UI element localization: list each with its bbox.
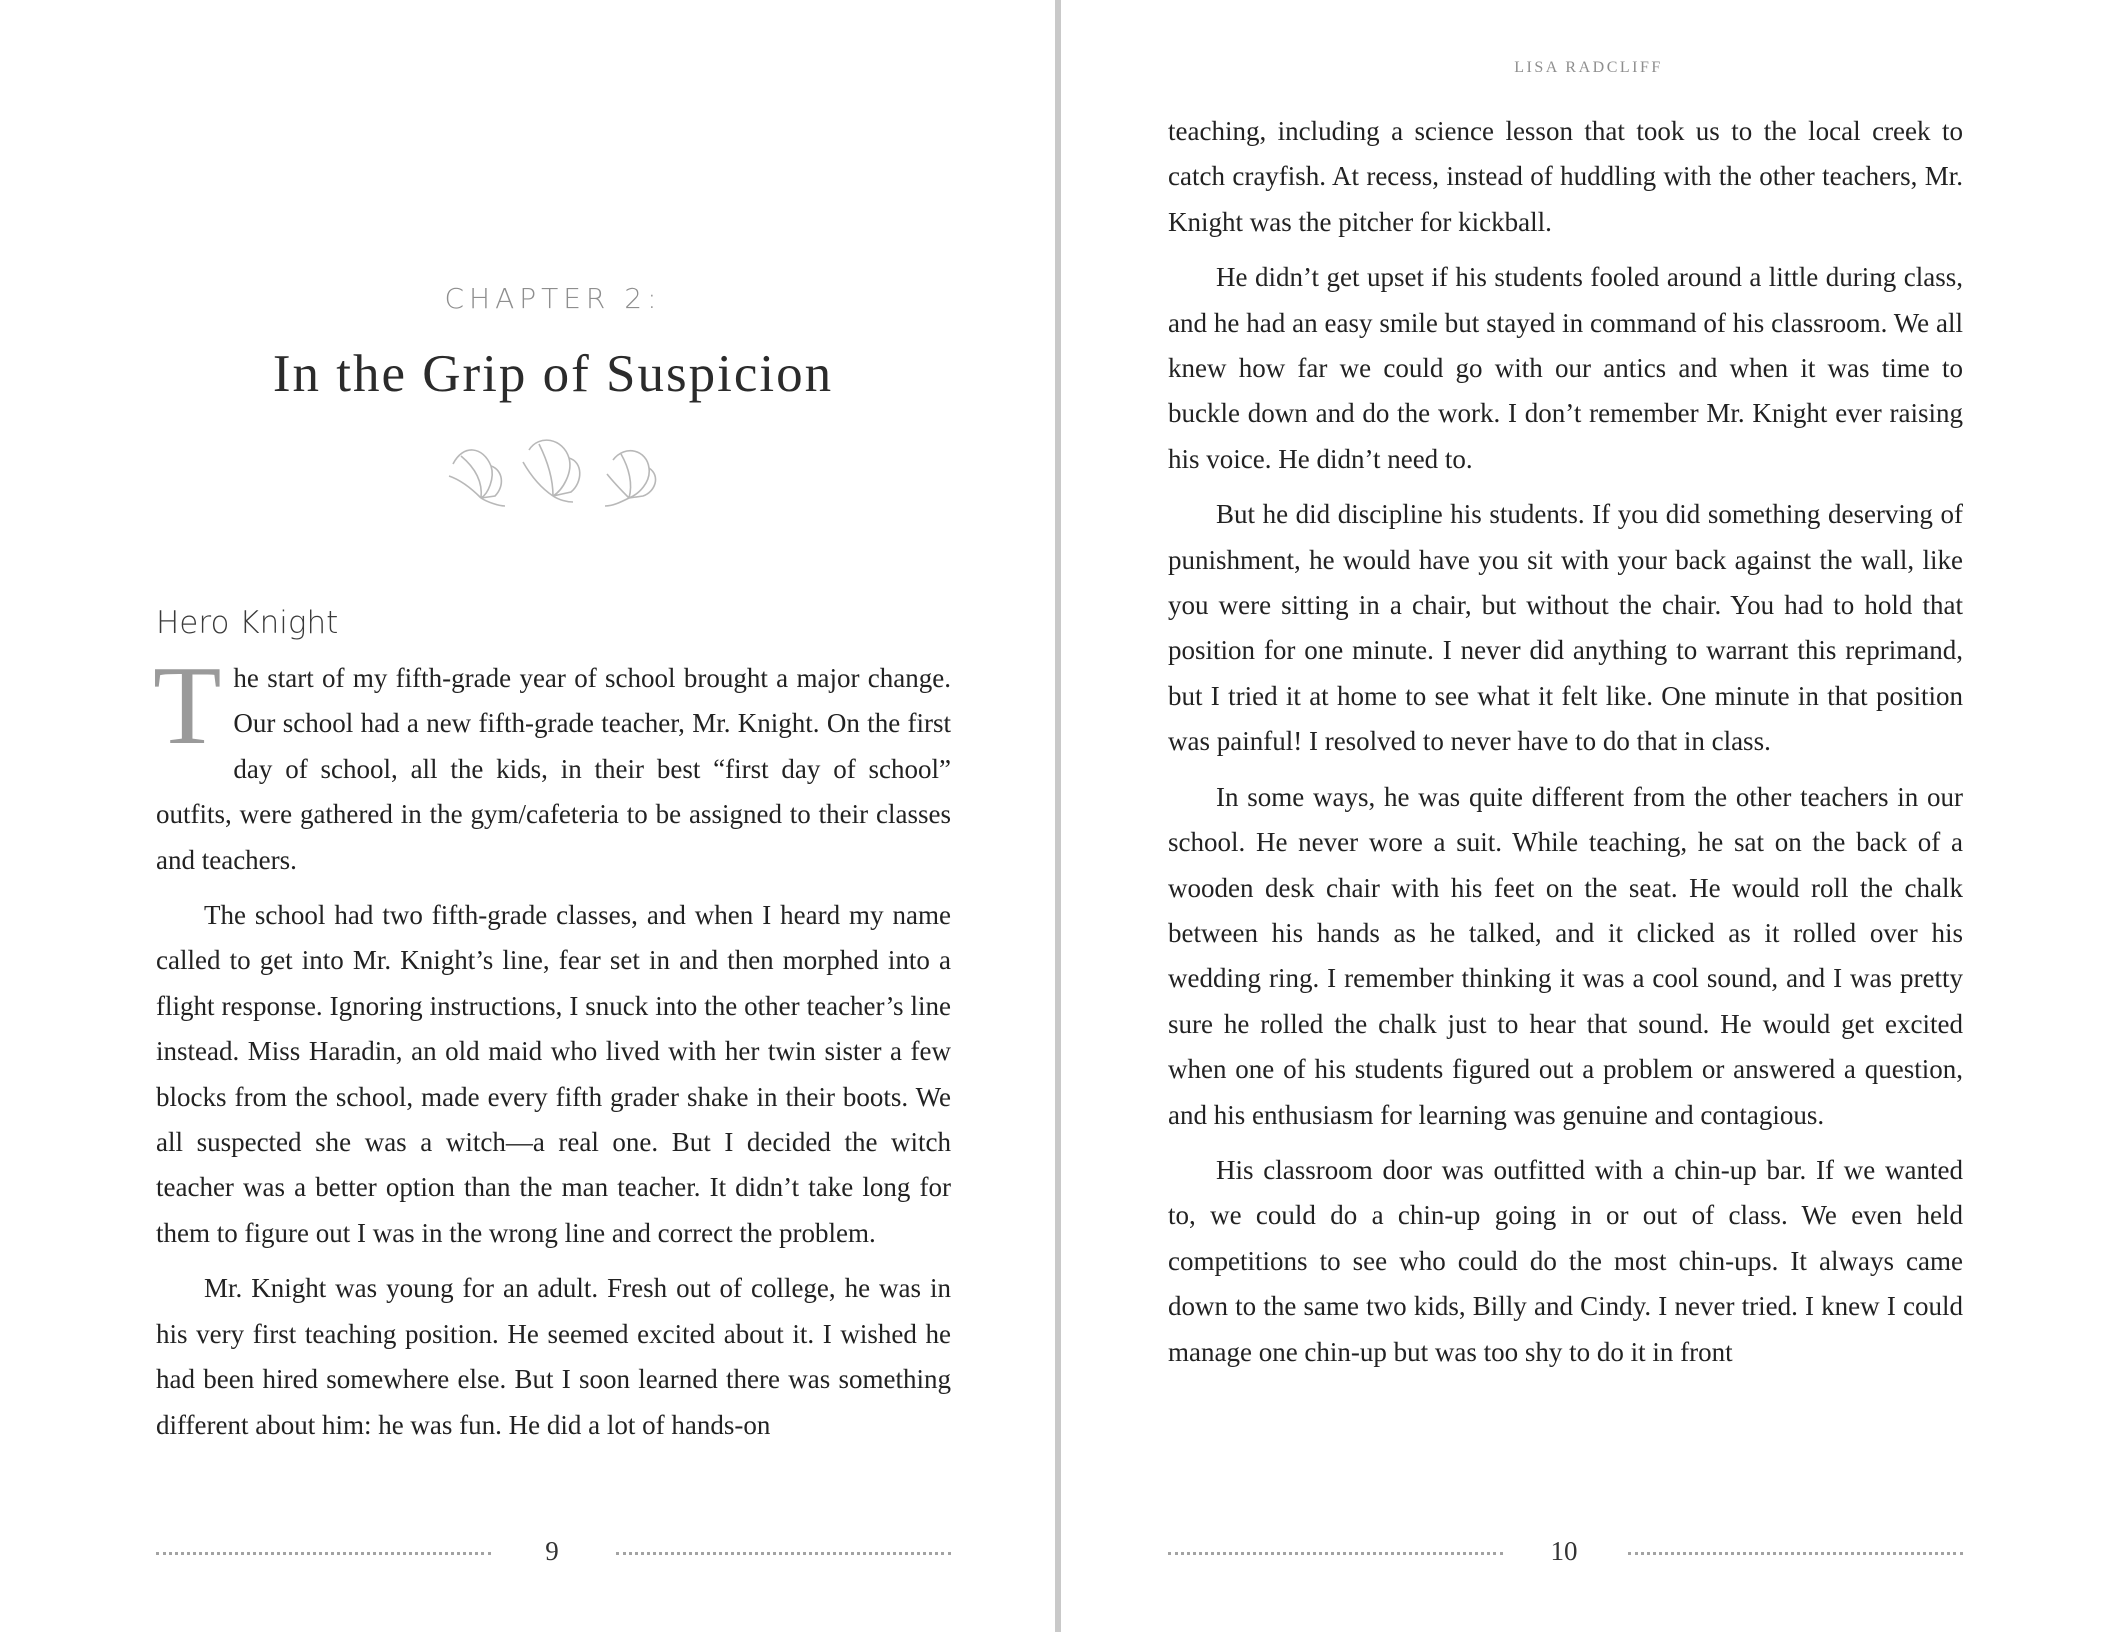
right-paragraph-4: In some ways, he was quite different from the other teachers in our school. He never wore a suit. While teaching, he sat on the back of a wooden desk chair with his feet on the seat. He would roll the chalk between his hands as he talked, and it clicked as it rolled over his wedding ring. I remember thinking it was a cool sound, and I was pretty sure he rolled the chalk just to hear that sound. He would get excited when one of his students figured out a problem or answered a question, and his enthusiasm for learning was genuine and contagious.	[1168, 781, 1963, 1130]
chapter-label: CHAPTER 2:	[444, 282, 662, 315]
left-paragraph-2: The school had two fifth-grade classes, and when I heard my name called to get into Mr. Knight’s line, fear set in and then morphed into a flight response. Ignoring instructions, I snuck into the other teacher’s line instead. Miss Haradin, an old maid who lived with her twin sister a few blocks from the school, made every fifth grader shake in their boots. We all suspected she was a witch—a real one. But I decided the witch teacher was a better option than the man teacher. It didn’t take long for them to figure out I was in the wrong line and correct the problem.	[156, 900, 951, 1248]
chapter-title: In the Grip of Suspicion	[272, 345, 834, 403]
book-gutter	[1055, 0, 1061, 1632]
right-folio	[0, 1536, 2116, 1572]
right-page-number: 10	[1550, 1536, 1578, 1566]
right-paragraph-5: His classroom door was outfitted with a chin-up bar. If we wanted to, we could do a chin-up going in or out of class. We even held competitions to see who could do the most chin-ups. It always came down to the same two kids, Billy and Cindy. I never tried. I knew I could manage one chin-up but was too shy to do it in front	[1168, 1154, 1963, 1367]
left-page-number: 9	[545, 1536, 559, 1566]
right-paragraph-3: But he did discipline his students. If you did something deserving of punishment, he would have you sit with your back against the wall, like you were sitting in a chair, but without the chair. You had to hold that position for one minute. I never did anything to warrant this reprimand, but I tried it at home to see what it felt like. One minute in that position was painful! I resolved to never have to do that in class.	[1168, 499, 1963, 757]
left-paragraph-1	[153, 644, 951, 883]
left-page	[0, 0, 1055, 1632]
left-paragraph-3: Mr. Knight was young for an adult. Fresh out of college, he was in his very first teaching position. He seemed excited about it. I wished he had been hired somewhere else. But I soon learned there was something different about him: he was fun. He did a lot of hands-on	[156, 1273, 951, 1440]
magnolia-flowers-ornament-icon	[443, 436, 665, 508]
right-folio-dots-left	[1168, 1552, 1503, 1555]
right-folio-dots-right	[1628, 1552, 1963, 1555]
left-paragraph-1-text: he start of my fifth-grade year of school brought a major change. Our school had a new fifth-grade teacher, Mr. Knight. On the first day of school, all the kids, in their best “first day of school” outfits, were gathered in the gym/cafeteria to be assigned to their classes and teachers.	[156, 663, 951, 875]
left-body-text	[153, 644, 951, 1458]
right-paragraph-2: He didn’t get upset if his students fooled around a little during class, and he had an easy smile but stayed in command of his classroom. We all knew how far we could go with our antics and when it was time to buckle down and do the work. I don’t remember Mr. Knight ever raising his voice. He didn’t need to.	[1168, 262, 1963, 474]
running-head: LISA RADCLIFF	[1514, 59, 1663, 76]
section-heading: Hero Knight	[156, 605, 339, 641]
right-paragraph-1: teaching, including a science lesson that took us to the local creek to catch crayfish. At recess, instead of huddling with the other teachers, Mr. Knight was the pitcher for kickball.	[1168, 116, 1963, 237]
right-body-text	[1168, 109, 1963, 1385]
drop-cap: T	[153, 644, 222, 768]
